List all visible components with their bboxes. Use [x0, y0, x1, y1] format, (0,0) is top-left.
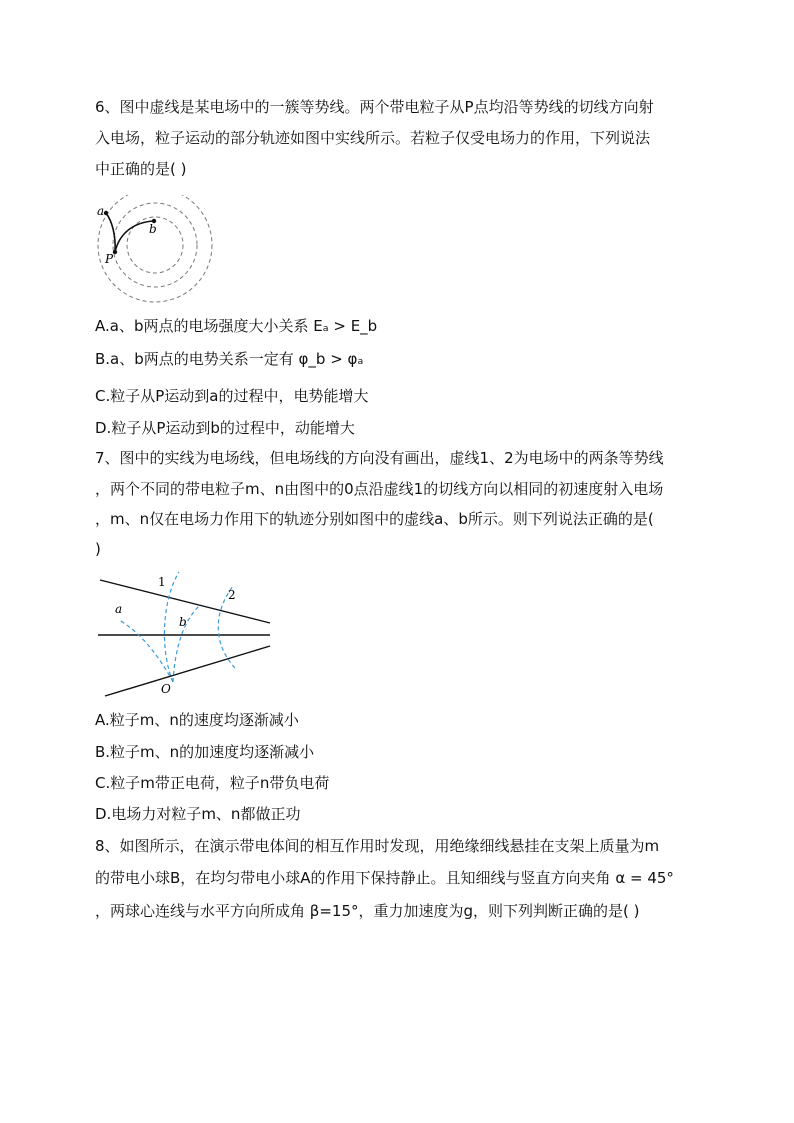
equipotential-1 — [164, 572, 179, 682]
label-o: O — [161, 682, 171, 696]
q6-option-c: C.粒子从P运动到a的过程中，电势能增大 — [95, 387, 369, 405]
q7-line-4: ) — [95, 540, 101, 558]
q7-line-3: ，m、n仅在电场力作用下的轨迹分别如图中的虚线a、b所示。则下列说法正确的是( — [95, 510, 654, 528]
q6-line-1: 6、图中虚线是某电场中的一簇等势线。两个带电粒子从P点均沿等势线的切线方向射 — [95, 98, 654, 116]
q7-option-b: B.粒子m、n的加速度均逐渐减小 — [95, 743, 315, 761]
q8-line-2: 的带电小球B，在均匀带电小球A的作用下保持静止。且知细线与竖直方向夹角 α = 45° — [95, 869, 674, 887]
q6-option-a: A.a、b两点的电场强度大小关系 Eₐ > E_b — [95, 317, 378, 335]
point-p — [113, 250, 117, 254]
trajectory-p-to-a — [106, 213, 115, 252]
q6-option-d: D.粒子从P运动到b的过程中，动能增大 — [95, 419, 355, 437]
q7-line-2: ，两个不同的带电粒子m、n由图中的0点沿虚线1的切线方向以相同的初速度射入电场 — [95, 480, 664, 498]
equipotential-middle — [113, 203, 197, 287]
label-2: 2 — [228, 588, 236, 602]
label-1: 1 — [158, 575, 166, 589]
label-b: b — [149, 222, 157, 236]
q7-figure — [95, 568, 275, 698]
point-a — [104, 211, 108, 215]
q6-line-3: 中正确的是( ) — [95, 160, 187, 178]
q6-option-b: B.a、b两点的电势关系一定有 φ_b > φₐ — [95, 350, 364, 368]
field-line-bottom — [105, 646, 270, 696]
q7-option-c: C.粒子m带正电荷，粒子n带负电荷 — [95, 774, 330, 792]
q8-line-3: ，两球心连线与水平方向所成角 β=15°，重力加速度为g，则下列判断正确的是( ) — [95, 902, 640, 920]
label-a: a — [115, 602, 123, 616]
q7-option-d: D.电场力对粒子m、n都做正功 — [95, 805, 301, 823]
q8-line-1: 8、如图所示，在演示带电体间的相互作用时发现，用绝缘细线悬挂在支架上质量为m — [95, 837, 660, 855]
q6-figure — [90, 195, 225, 310]
label-b: b — [179, 615, 187, 629]
label-a: a — [97, 204, 105, 218]
trajectory-a — [119, 620, 173, 682]
q7-option-a: A.粒子m、n的速度均逐渐减小 — [95, 711, 299, 729]
q7-line-1: 7、图中的实线为电场线，但电场线的方向没有画出，虚线1、2为电场中的两条等势线 — [95, 449, 664, 467]
label-p: P — [105, 252, 114, 266]
q6-line-2: 入电场，粒子运动的部分轨迹如图中实线所示。若粒子仅受电场力的作用，下列说法 — [95, 129, 651, 147]
